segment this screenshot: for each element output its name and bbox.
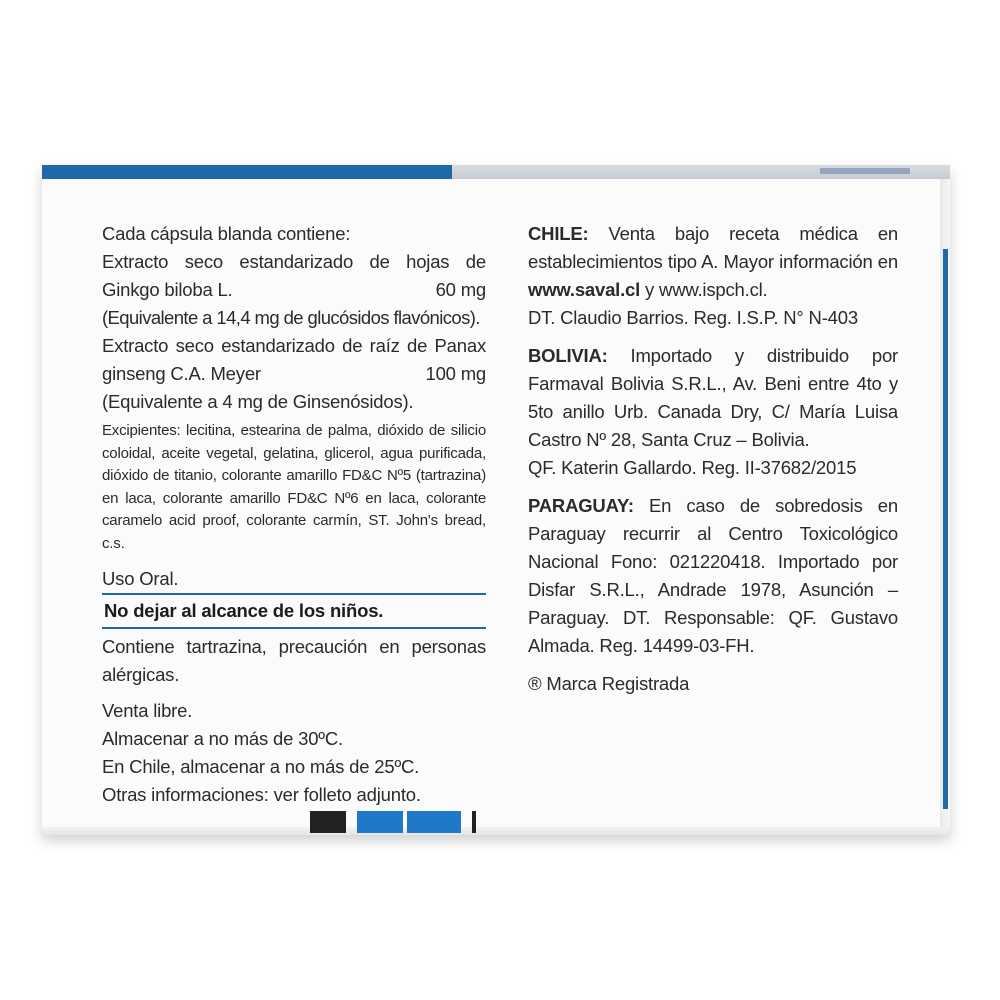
composition-heading: Cada cápsula blanda contiene: — [102, 223, 351, 244]
more-info-note: Otras informaciones: ver folleto adjunto. — [102, 784, 421, 805]
chile-text: Venta bajo receta médica en establecimientos tipo A. Mayor información en — [528, 223, 898, 272]
flap-print-mark — [820, 168, 910, 174]
excipients-text: Excipientes: lecitina, estearina de palma, dióxido de silicio coloidal, aceite vegetal, gelatina, glicerol, agua purificada, dióxido de titanio, colorante amarillo FD&C Nº5 (tartrazina) en laca, colorante amarillo FD&C Nº6 en laca, colorante caramelo acid proof, colorante carmín, ST. John's bread, c.s. — [102, 422, 486, 552]
ginkgo-extract-line: Extracto seco estandarizado de hojas de — [102, 251, 486, 272]
sale-condition: Venta libre. — [102, 700, 193, 721]
paraguay-text: En caso de sobredosis en Paraguay recurrir al Centro Toxicológico Nacional Fono: 021220418. Importado por Disfar S.R.L., Andrade 1978, Asunción – Paraguay. DT. Responsable: QF. Gustavo Almada. Reg. 14499-03-FH. — [528, 495, 898, 656]
bolivia-label: BOLIVIA: — [528, 345, 608, 366]
color-mark-thin-black — [472, 811, 476, 833]
color-mark-black — [310, 811, 346, 833]
panax-dose: 100 mg — [425, 363, 486, 384]
right-edge-blue-stripe — [943, 249, 948, 809]
paraguay-section — [528, 492, 898, 660]
tartrazine-notice: Contiene tartrazina, precaución en personas alérgicas. — [102, 636, 486, 685]
top-flap-grey-band — [452, 165, 950, 179]
composition-column — [102, 220, 486, 809]
ginkgo-name: Ginkgo biloba L. — [102, 279, 233, 300]
storage-general: Almacenar a no más de 30ºC. — [102, 728, 343, 749]
panax-equivalence: (Equivalente a 4 mg de Ginsenósidos). — [102, 391, 414, 412]
regulatory-column — [528, 220, 898, 698]
color-mark-blue-2 — [407, 811, 461, 833]
chile-section — [528, 220, 898, 332]
ginkgo-dose-row — [102, 276, 486, 304]
bolivia-pharmacist: QF. Katerin Gallardo. Reg. II-37682/2015 — [528, 457, 857, 478]
panax-name: ginseng C.A. Meyer — [102, 363, 261, 384]
bolivia-text: Importado y distribuido por Farmaval Bolivia S.R.L., Av. Beni entre 4to y 5to anillo Urb. Canada Dry, C/ María Luisa Castro Nº 28, Santa Cruz – Bolivia. — [528, 345, 898, 450]
top-flap-blue-band — [42, 165, 452, 179]
panax-extract-line: Extracto seco estandarizado de raíz de Panax — [102, 335, 486, 356]
oral-use-text: Uso Oral. — [102, 568, 179, 589]
chile-technical-director: DT. Claudio Barrios. Reg. I.S.P. N° N-403 — [528, 307, 858, 328]
panax-dose-row — [102, 360, 486, 388]
storage-chile: En Chile, almacenar a no más de 25ºC. — [102, 756, 420, 777]
saval-url: www.saval.cl — [528, 279, 641, 300]
color-mark-blue-1 — [357, 811, 403, 833]
children-warning: No dejar al alcance de los niños. — [104, 600, 384, 621]
bolivia-section — [528, 342, 898, 482]
ginkgo-dose: 60 mg — [435, 279, 486, 300]
ginkgo-equivalence: (Equivalente a 14,4 mg de glucósidos flavónicos). — [102, 307, 480, 328]
warning-bottom-rule — [102, 627, 486, 629]
box-right-edge — [940, 179, 950, 835]
box-bottom-edge — [42, 827, 950, 835]
chile-label: CHILE: — [528, 223, 589, 244]
ispch-url: y www.ispch.cl. — [645, 279, 768, 300]
registered-trademark-note: ® Marca Registrada — [528, 673, 690, 694]
paraguay-label: PARAGUAY: — [528, 495, 634, 516]
